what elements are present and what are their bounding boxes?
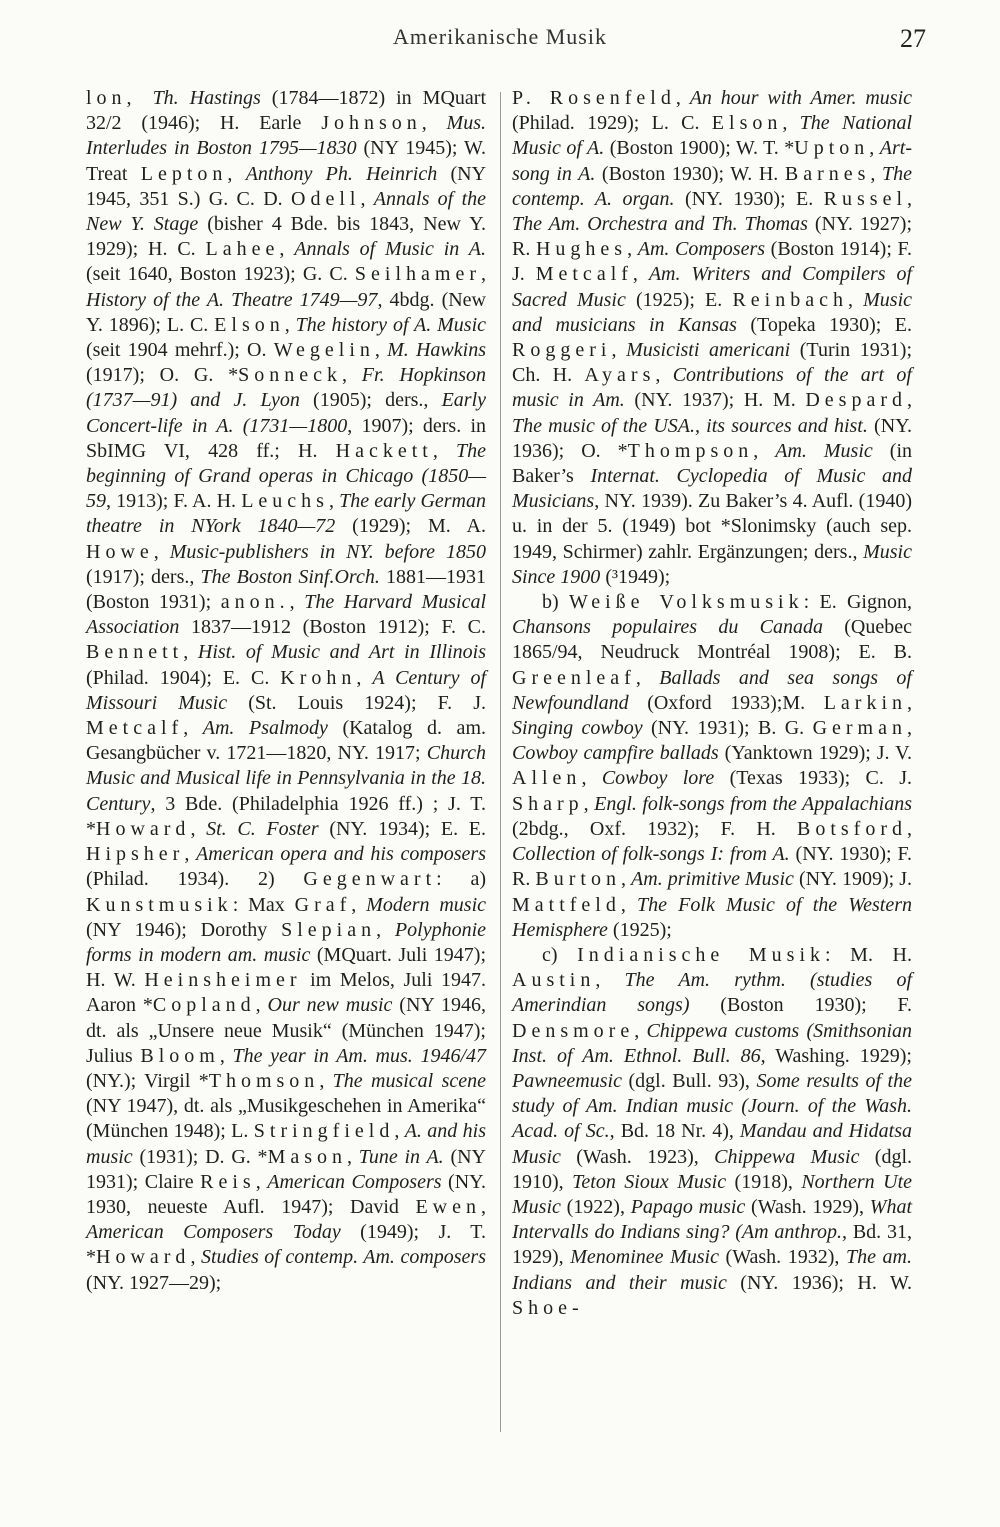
text-run: , [289, 591, 305, 614]
italic-run: Am. Music [775, 439, 873, 462]
italic-run: Collection of folk-songs I: from A. [512, 843, 790, 866]
spaced-run: Botsford [797, 817, 907, 840]
spaced-run: Reinbach [732, 288, 848, 311]
text-run: , [190, 1246, 201, 1269]
text-run: , [227, 162, 246, 185]
text-run: , [319, 1069, 333, 1092]
spaced-run: Howe [86, 540, 154, 563]
text-run: (2bdg., Oxf. 1932); F. H. [512, 817, 797, 840]
text-run: , [184, 843, 196, 866]
italic-run: Music Since 1900 [512, 540, 912, 588]
text-run: , [356, 666, 373, 689]
text-run: , [328, 490, 340, 513]
italic-run: The year in Am. mus. 1946/47 [232, 1044, 486, 1067]
text-run: , Bd. 31, 1929), [512, 1221, 912, 1269]
spaced-run: Greenleaf [512, 666, 636, 689]
bibliography-paragraph [512, 86, 912, 590]
italic-run: The Folk Music of the Western Hemisphere [512, 893, 913, 941]
italic-run: Cowboy lore [601, 767, 715, 790]
spaced-run: Howard [96, 817, 191, 840]
text-run: (NY. 1930); E. [674, 187, 824, 210]
text-run: , [907, 187, 912, 210]
italic-run: The beginning of Grand operas in Chicago (1850—59 [86, 439, 486, 513]
text-run: c) [542, 943, 578, 966]
text-run: (1931); D. G. * [132, 1145, 268, 1168]
text-run: (Quebec 1865/94, Neudruck Montréal 1908); E. B. [512, 616, 913, 664]
italic-run: Mus. Interludes in Boston 1795—1830 [86, 112, 486, 160]
column-divider [500, 92, 501, 1432]
italic-run: Anthony Ph. Heinrich [245, 162, 438, 185]
text-run: , [627, 238, 638, 261]
italic-run: Early Concert-life in A. (1731—1800 [86, 389, 486, 437]
left-column [86, 86, 486, 1296]
text-run: (Boston 1914); F. J. [512, 238, 913, 286]
spaced-run: Bennett [86, 641, 184, 664]
text-run: , 3 Bde. (Philadelphia 1926 ff.) ; J. T. * [86, 792, 486, 840]
italic-run: The musical scene [332, 1069, 487, 1092]
spaced-run: Larkin [823, 691, 907, 714]
text-run: , [782, 112, 800, 135]
text-run: (NY. 1930); F. R. [512, 843, 912, 891]
italic-run: The contemp. A. organ. [512, 162, 912, 210]
section-heading: Indianische Musik [577, 943, 826, 966]
text-run: (Texas 1933); C. J. [714, 767, 913, 790]
italic-run: Annals of Music in A. [294, 238, 487, 261]
text-run: , [183, 717, 203, 740]
italic-run: Th. Hastings [152, 87, 261, 109]
text-run: (1917); ders., [86, 565, 201, 588]
text-run: (MQuart. Juli 1947); H. W. [86, 943, 486, 992]
text-run: (Wash. 1932), [718, 1246, 846, 1269]
spaced-run: Thompson [627, 439, 754, 462]
text-run: , [219, 1044, 233, 1067]
spaced-run: Mattfeld [512, 893, 621, 916]
text-run: , [432, 439, 456, 462]
italic-run: Internat. Cyclopedia of Music and Musicians [512, 465, 912, 513]
spaced-run: Stringfield [253, 1120, 395, 1143]
section-heading: Weiße Volksmusik [568, 591, 804, 614]
italic-run: A. and his music [86, 1120, 486, 1168]
bibliography-paragraph [512, 590, 912, 943]
spaced-run: Copland [152, 994, 256, 1017]
spaced-run: anon. [220, 591, 290, 614]
spaced-run: P. Rosenfeld [512, 87, 676, 109]
text-run: , Washing. 1929); [760, 1044, 912, 1067]
text-run: (NY 1946); Dorothy [86, 918, 282, 941]
text-run: , [581, 767, 602, 790]
spaced-run: Shoe- [512, 1296, 584, 1319]
text-run: (1929); M. A. [335, 515, 486, 538]
text-run: , [284, 313, 296, 336]
italic-run: Musicisti americani [626, 339, 791, 362]
text-run: (seit 1640, Boston 1923); G. C. [86, 263, 355, 286]
italic-run: History of the A. Theatre 1749—97 [86, 288, 378, 311]
text-run: , [620, 868, 632, 891]
text-run: , [190, 817, 207, 840]
text-run: , [907, 717, 912, 740]
text-run: (1922), [560, 1195, 631, 1218]
text-run: (NY. 1930, neueste Aufl. 1947); David [86, 1170, 487, 1218]
italic-run: Studies of contemp. Am. composers [200, 1246, 486, 1269]
italic-run: Northern Ute Music [512, 1170, 913, 1218]
spaced-run: Slepian [281, 918, 377, 941]
text-run: , [481, 263, 486, 286]
spaced-run: Kunstmusik [86, 893, 233, 916]
text-run: , [847, 288, 864, 311]
text-run: (in Baker’s [512, 439, 912, 488]
italic-run: Chansons populaires du Canada [512, 616, 823, 639]
text-run: , NY. 1939). Zu Baker’s 4. Aufl. (1940) u. in der 5. (1949) bot *Slonimsky (auch sep. 1949, Schirmer) zahlr. Ergänzungen; ders., [512, 490, 912, 563]
text-run: (NY. 1909); J. [793, 868, 913, 891]
text-run: (³1949); [600, 565, 671, 588]
text-run: , 1907); ders. in SbIMG VI, 428 ff.; H. [86, 414, 486, 462]
text-run: : a) [436, 868, 487, 891]
text-run: , [870, 162, 882, 185]
text-run: (NY. 1936); O. * [512, 414, 913, 462]
text-run: , [907, 817, 912, 840]
italic-run: Am. primitive Music [631, 868, 794, 891]
spaced-run: Allen [512, 767, 582, 790]
italic-run: Menominee Music [570, 1246, 719, 1269]
running-header: Amerikanische Musik [393, 24, 607, 49]
italic-run: The National Music of A. [512, 112, 912, 160]
spaced-run: Johnson [321, 112, 422, 135]
text-run: (dgl. Bull. 93), [621, 1069, 757, 1092]
italic-run: Chippewa Music [714, 1145, 860, 1168]
text-run: (Boston 1900); W. T. * [604, 137, 795, 160]
spaced-run: German [812, 717, 907, 740]
spaced-run: Krohn [280, 666, 357, 689]
text-run: (NY 1946, dt. als „Unsere neue Musik“ (München 1947); Julius [86, 994, 486, 1067]
page-number: 27 [900, 24, 926, 53]
text-run: (NY 1947), dt. als „Musikgeschehen in Amerika“ (München 1948); L. [86, 1095, 486, 1143]
spaced-run: Elson [214, 313, 285, 336]
text-run: , [421, 112, 447, 135]
italic-run: Cowboy campfire ballads [512, 742, 719, 765]
italic-run: What Intervalls do Indians sing? (Am anthrop. [512, 1195, 912, 1244]
text-run: (Philad. 1904); E. C. [86, 666, 281, 689]
text-run: , [374, 339, 388, 362]
text-run: , [342, 364, 362, 387]
spaced-run: Roggeri [512, 339, 612, 362]
text-run: : M. H. [825, 943, 912, 966]
italic-run: American Composers [267, 1170, 442, 1193]
text-run: (Boston 1930); W. H. [595, 162, 785, 185]
italic-run: Fr. Hopkinson (1737—91) and J. Lyon [86, 364, 487, 412]
text-run: (Wash. 1923), [560, 1145, 715, 1168]
spaced-run: Seilhamer [354, 263, 481, 286]
spaced-run: Wegelin [273, 339, 375, 362]
text-run: (Wash. 1929), [745, 1195, 870, 1218]
spaced-run: Thomson [208, 1069, 320, 1092]
text-run: , [279, 238, 295, 261]
italic-run: Ballads and sea songs of Newfoundland [512, 666, 912, 714]
text-run: , [632, 263, 649, 286]
text-run: (Philad. 1929); L. C. [512, 112, 712, 135]
italic-run: Chippewa customs (Smithsonian Inst. of Am. Ethnol. Bull. 86 [512, 1019, 912, 1067]
spaced-run: Leuchs [241, 490, 329, 513]
italic-run: Am. Composers [637, 238, 766, 261]
text-run: , [655, 364, 673, 387]
spaced-run: Despard [805, 389, 907, 412]
text-run: (1784—1872) in MQuart 32/2 (1946); H. Earle [86, 87, 487, 135]
text-run: , [394, 1120, 405, 1143]
text-run: (1925); E. [625, 288, 733, 311]
text-run: (Oxford 1933);M. [628, 691, 824, 714]
italic-run: The Am. rythm. (studies of Amerindian songs) [512, 969, 913, 1017]
text-run: , [347, 1145, 359, 1168]
spaced-run: Lepton [140, 162, 228, 185]
spaced-run: Densmore [512, 1019, 635, 1042]
text-run: , [255, 994, 268, 1017]
italic-run: Annals of the New Y. Stage [86, 187, 487, 236]
spaced-run: Howard [96, 1246, 191, 1269]
italic-run: The Boston Sinf.Orch. [200, 565, 380, 588]
text-run: (NY 1931); Claire [86, 1145, 486, 1193]
text-run: (bisher 4 Bde. bis 1843, New Y. 1929); H. C. [86, 213, 486, 261]
italic-run: Mandau and Hidatsa Music [512, 1120, 913, 1168]
spaced-run: Upton [794, 137, 870, 160]
italic-run: Pawneemusic [512, 1069, 622, 1092]
spaced-run: Ayars [584, 364, 656, 387]
text-run: (NY. 1927—29); [86, 1271, 222, 1294]
text-run: (St. Louis 1924); F. J. [227, 691, 487, 714]
text-run: : Max [232, 893, 295, 916]
text-run: , [376, 918, 395, 941]
text-run: (NY. 1937); H. M. [624, 389, 806, 412]
text-run: , [481, 1195, 486, 1218]
text-run: (dgl. 1910), [512, 1145, 912, 1193]
bibliography-paragraph [512, 943, 912, 1321]
text-run: (Boston 1930); F. [689, 994, 912, 1017]
spaced-run: Heinsheimer [144, 969, 302, 992]
italic-run: Art-song in A. [512, 137, 912, 185]
italic-run: Am. Writers and Compilers of Sacred Music [512, 263, 913, 311]
spaced-run: Metcalf [535, 263, 633, 286]
text-run: , [183, 641, 198, 664]
spaced-run: Sharp [512, 792, 584, 815]
text-run: , [583, 792, 595, 815]
italic-run: The Harvard Musical Association [86, 591, 486, 639]
italic-run: Some results of the study of Am. Indian music (Journ. of the Wash. Acad. of Sc. [512, 1069, 912, 1143]
italic-run: The Am. Orchestra and Th. Thomas [512, 213, 808, 236]
text-run: , [869, 137, 880, 160]
text-run: (1925); [607, 918, 672, 941]
text-run: , Bd. 18 Nr. 4), [609, 1120, 740, 1143]
spaced-run: Graf [294, 893, 352, 916]
italic-run: Am. Psalmody [202, 717, 328, 740]
italic-run: Music and musicians in Kansas [512, 288, 913, 336]
italic-run: The early German theatre in NYork 1840—72 [86, 490, 486, 538]
text-run: (Philad. 1934). 2) [86, 868, 304, 891]
text-run: (NY 1945); W. Treat [86, 137, 486, 185]
text-run: , [634, 1019, 647, 1042]
spaced-run: Mason [267, 1145, 348, 1168]
text-run: (NY. 1934); E. E. [318, 817, 486, 840]
italic-run: A Century of Missouri Music [86, 666, 487, 714]
text-run: 1837—1912 (Boston 1912); F. C. [179, 616, 486, 639]
spaced-run: Hackett [335, 439, 433, 462]
text-run: (1905); ders., [299, 389, 442, 412]
italic-run: Singing cowboy [512, 717, 643, 740]
italic-run: Music-publishers in NY. before 1850 [169, 540, 486, 563]
text-run: , [907, 389, 912, 412]
text-run: (NY. 1936); H. W. [726, 1271, 912, 1294]
text-run: , [675, 87, 690, 109]
italic-run: Tune in A. [358, 1145, 444, 1168]
text-run: lon, [86, 87, 153, 109]
spaced-run: Lahee [205, 238, 280, 261]
spaced-run: Ewen [415, 1195, 481, 1218]
text-run: (Topeka 1930); E. [736, 313, 913, 336]
spaced-run: Russel [823, 187, 907, 210]
text-run: , [611, 339, 627, 362]
italic-run: The music of the USA., its sources and hist. [512, 414, 868, 437]
spaced-run: Odell [291, 187, 361, 210]
italic-run: Contributions of the art of music in Am. [512, 364, 912, 412]
text-run: 1881—1931 (Boston 1931); [86, 565, 487, 614]
italic-run: An hour with Amer. music [689, 87, 913, 109]
spaced-run: Gegenwart [303, 868, 437, 891]
text-run: (seit 1904 mehrf.); O. [86, 339, 274, 362]
italic-run: Our new music [267, 994, 393, 1017]
spaced-run: Sonneck [238, 364, 342, 387]
text-run: , 4bdg. (New Y. 1896); L. C. [86, 288, 486, 336]
italic-run: Teton Sioux Music [572, 1170, 727, 1193]
text-run: , [360, 187, 374, 210]
text-run: (Yanktown 1929); J. V. [718, 742, 913, 765]
spaced-run: Bloom [140, 1044, 220, 1067]
text-run: (NY. 1927); R. [512, 213, 912, 261]
text-run: (1949); J. T. * [86, 1221, 486, 1269]
bibliography-paragraph [86, 86, 486, 1296]
text-run: im Melos, Juli 1947. Aaron * [86, 969, 487, 1017]
italic-run: St. C. Foster [206, 817, 319, 840]
spaced-run: Hipsher [86, 843, 185, 866]
spaced-run: Hughes [535, 238, 628, 261]
italic-run: M. Hawkins [387, 339, 486, 362]
spaced-run: Burton [535, 868, 621, 891]
text-run: (1917); O. G. * [86, 364, 239, 387]
spaced-run: Elson [711, 112, 783, 135]
text-run: (1918), [726, 1170, 802, 1193]
text-run: (NY.); Virgil * [86, 1069, 209, 1092]
spaced-run: Barnes [784, 162, 871, 185]
text-run: (NY. 1931); B. G. [642, 717, 813, 740]
italic-run: Engl. folk-songs from the Appalachians [594, 792, 913, 815]
italic-run: American Composers Today [86, 1221, 341, 1244]
spaced-run: Reis [200, 1170, 256, 1193]
text-run: , [351, 893, 367, 916]
text-run: , [620, 893, 638, 916]
italic-run: Church Music and Musical life in Pennsylvania in the 18. Century [86, 742, 486, 815]
text-run: b) [542, 591, 569, 614]
text-run: , 1913); F. A. H. [106, 490, 242, 513]
text-run: (Turin 1931); Ch. H. [512, 339, 913, 387]
text-run: , [635, 666, 660, 689]
italic-run: Polyphonie forms in modern am. music [86, 918, 487, 966]
italic-run: Modern music [366, 893, 487, 916]
right-column [512, 86, 912, 1321]
text-run: , [753, 439, 776, 462]
text-run: (Katalog d. am. Gesangbücher v. 1721—1820, NY. 1917; [86, 717, 486, 765]
italic-run: Hist. of Music and Art in Illinois [197, 641, 486, 664]
italic-run: The am. Indians and their music [512, 1246, 912, 1294]
text-run: , [907, 691, 912, 714]
italic-run: The history of A. Music [295, 313, 486, 336]
text-run: , [595, 969, 625, 992]
italic-run: American opera and his composers [196, 843, 486, 866]
text-run: , [255, 1170, 268, 1193]
text-run: : E. Gignon, [803, 591, 912, 614]
italic-run: Papago music [630, 1195, 746, 1218]
text-run: (NY 1945, 351 S.) G. C. D. [86, 162, 487, 210]
spaced-run: Austin [512, 969, 596, 992]
text-run: , [153, 540, 170, 563]
spaced-run: Metcalf [86, 717, 184, 740]
